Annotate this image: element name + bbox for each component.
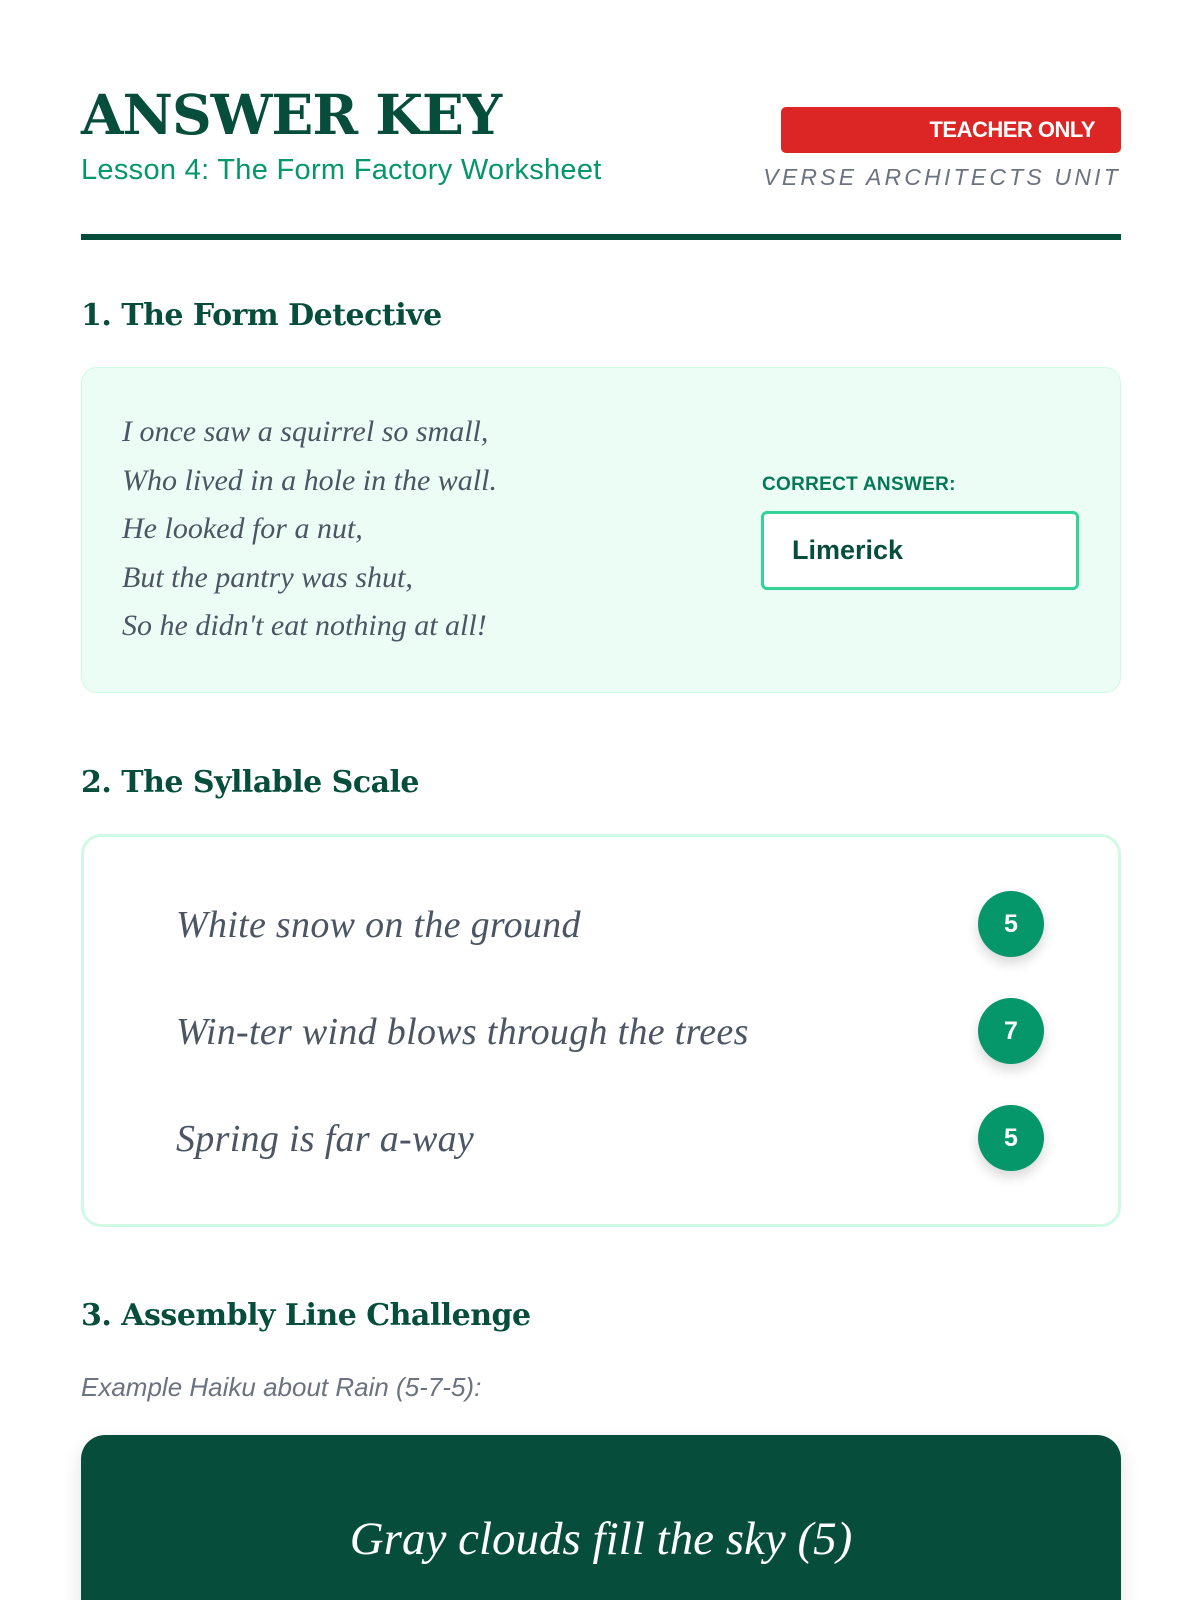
correct-answer-box: Limerick xyxy=(761,511,1079,590)
syllable-line-text: White snow on the ground xyxy=(176,904,581,946)
poem-line: But the pantry was shut, xyxy=(122,560,413,594)
teacher-only-badge: TEACHER ONLY xyxy=(781,107,1121,153)
syllable-line-text: Spring is far a-way xyxy=(176,1118,475,1160)
syllable-row xyxy=(176,1105,1044,1175)
unit-label: VERSE ARCHITECTS UNIT xyxy=(763,164,1121,190)
syllable-count-badge: 5 xyxy=(978,891,1044,957)
form-detective-card xyxy=(81,367,1121,693)
header-divider xyxy=(81,234,1121,240)
syllable-line-text: Win-ter wind blows through the trees xyxy=(176,1011,749,1053)
section-syllable-scale-title: 2. The Syllable Scale xyxy=(81,765,420,800)
syllable-row xyxy=(176,998,1044,1068)
page-subtitle: Lesson 4: The Form Factory Worksheet xyxy=(81,154,602,186)
poem-line: Who lived in a hole in the wall. xyxy=(122,463,497,497)
syllable-scale-card xyxy=(81,834,1121,1227)
section-form-detective-title: 1. The Form Detective xyxy=(81,298,442,333)
syllable-row xyxy=(176,891,1044,961)
poem-line: So he didn't eat nothing at all! xyxy=(122,609,487,642)
correct-answer-label: CORRECT ANSWER: xyxy=(762,474,956,495)
haiku-line: Gray clouds fill the sky (5) xyxy=(349,1513,853,1565)
poem-line: I once saw a squirrel so small, xyxy=(122,415,489,448)
example-haiku-label: Example Haiku about Rain (5-7-5): xyxy=(81,1372,482,1402)
limerick-poem xyxy=(122,414,497,657)
poem-line: He looked for a nut, xyxy=(122,512,363,545)
syllable-count-badge: 7 xyxy=(978,998,1044,1064)
page-header xyxy=(81,0,1121,242)
section-assembly-line-title: 3. Assembly Line Challenge xyxy=(81,1298,531,1333)
page-title: ANSWER KEY xyxy=(81,82,502,147)
example-haiku-card xyxy=(81,1435,1121,1600)
answer-key-page xyxy=(81,0,1121,1565)
syllable-count-badge: 5 xyxy=(978,1105,1044,1171)
